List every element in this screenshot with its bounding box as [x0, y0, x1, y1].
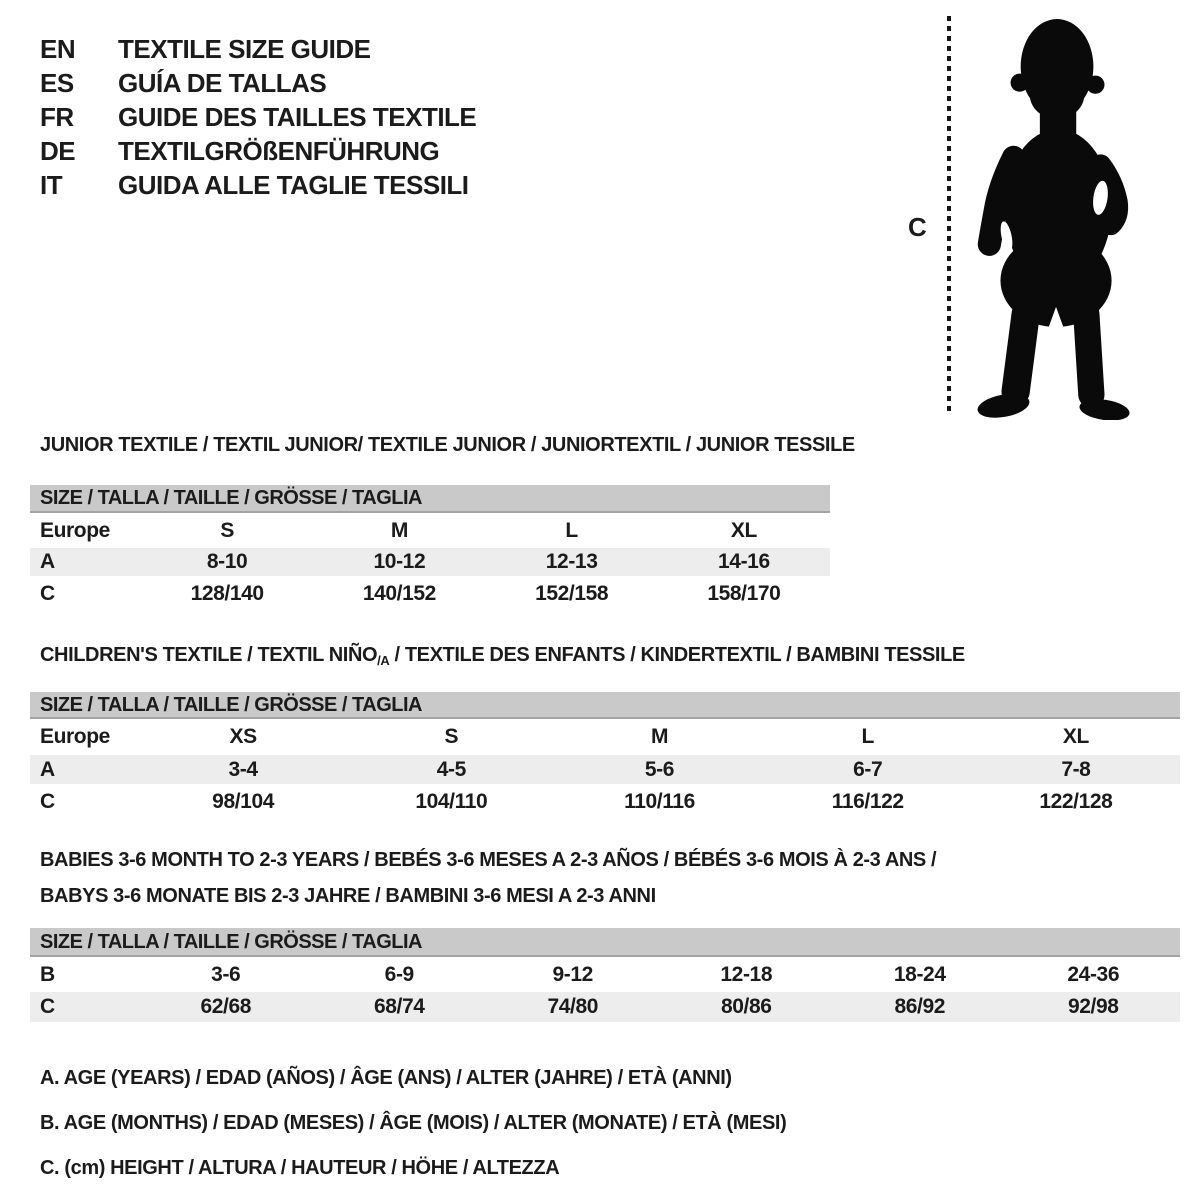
height-cell: 152/158: [535, 582, 609, 605]
legend-line-b: B. AGE (MONTHS) / EDAD (MESES) / ÂGE (MOIS) / ALTER (MONATE) / ETÀ (MESI): [40, 1112, 787, 1134]
months-cell: 6-9: [384, 962, 414, 986]
months-cell: 3-6: [211, 962, 241, 986]
size-cell: XL: [1062, 725, 1089, 748]
row-label: A: [40, 757, 55, 781]
junior-section-title: JUNIOR TEXTILE / TEXTIL JUNIOR/ TEXTILE JUNIOR / JUNIORTEXTIL / JUNIOR TESSILE: [40, 434, 855, 456]
size-header-bar: SIZE / TALLA / TAILLE / GRÖSSE / TAGLIA: [30, 928, 1180, 957]
height-cell: 116/122: [831, 790, 904, 813]
size-cell: XS: [229, 725, 257, 748]
table-row-europe: [30, 719, 1180, 755]
children-title-main: CHILDREN'S TEXTILE / TEXTIL NIÑO: [40, 644, 378, 666]
size-cell: S: [444, 725, 459, 748]
children-size-table: [30, 692, 1180, 820]
language-row-it: [40, 168, 476, 202]
babies-section-title-line2: BABYS 3-6 MONATE BIS 2-3 JAHRE / BAMBINI 3-6 MESI A 2-3 ANNI: [40, 885, 656, 907]
height-cell: 86/92: [894, 995, 946, 1018]
baby-silhouette-icon: [963, 16, 1145, 420]
row-label: C: [40, 582, 55, 605]
height-measure-label: C: [908, 212, 927, 242]
size-header-bar: SIZE / TALLA / TAILLE / GRÖSSE / TAGLIA: [30, 485, 830, 513]
height-cell: 110/116: [624, 790, 695, 813]
table-row-age: [30, 548, 830, 576]
language-code: IT: [40, 170, 63, 200]
months-cell: 24-36: [1067, 962, 1120, 986]
language-code: ES: [40, 68, 74, 98]
age-cell: 12-13: [545, 550, 598, 573]
row-label: C: [40, 790, 55, 813]
legend-line-c: C. (cm) HEIGHT / ALTURA / HAUTEUR / HÖHE / ALTEZZA: [40, 1157, 560, 1179]
table-row-europe: [30, 513, 830, 548]
height-cell: 98/104: [212, 790, 275, 813]
language-title: TEXTILE SIZE GUIDE: [118, 34, 371, 64]
height-cell: 74/80: [547, 995, 599, 1018]
language-row-fr: [40, 100, 476, 134]
age-cell: 4-5: [436, 757, 466, 781]
babies-size-table: [30, 928, 1180, 1022]
table-row-age: [30, 755, 1180, 784]
language-title: GUIDA ALLE TAGLIE TESSILI: [118, 170, 469, 200]
months-cell: 12-18: [720, 962, 773, 986]
language-title: TEXTILGRÖßENFÜHRUNG: [118, 136, 440, 166]
height-cell: 140/152: [362, 582, 436, 605]
height-cell: 104/110: [415, 790, 488, 813]
height-cell: 158/170: [707, 582, 781, 605]
size-cell: S: [220, 518, 234, 542]
height-cell: 122/128: [1039, 790, 1113, 813]
table-row-months: [30, 957, 1180, 992]
language-row-en: [40, 32, 476, 66]
row-label: A: [40, 550, 55, 573]
language-row-es: [40, 66, 476, 100]
months-cell: 18-24: [893, 962, 946, 986]
row-label: Europe: [40, 725, 110, 748]
age-cell: 10-12: [373, 550, 426, 573]
size-cell: M: [390, 518, 408, 542]
height-cell: 62/68: [200, 995, 252, 1018]
months-cell: 9-12: [552, 962, 593, 986]
children-section-title: [40, 644, 965, 668]
age-cell: 3-4: [228, 757, 258, 781]
size-cell: L: [565, 518, 578, 542]
table-row-height: [30, 784, 1180, 820]
age-cell: 8-10: [206, 550, 248, 573]
babies-section-title-line1: BABIES 3-6 MONTH TO 2-3 YEARS / BEBÉS 3-6 MESES A 2-3 AÑOS / BÉBÉS 3-6 MOIS À 2-3 ANS /: [40, 849, 937, 871]
language-title: GUÍA DE TALLAS: [118, 68, 327, 98]
size-cell: XL: [730, 518, 757, 542]
row-label: C: [40, 995, 55, 1018]
row-label: B: [40, 962, 55, 986]
row-label: Europe: [40, 518, 110, 542]
age-cell: 7-8: [1061, 757, 1091, 781]
language-title: GUIDE DES TAILLES TEXTILE: [118, 102, 477, 132]
age-cell: 14-16: [718, 550, 770, 573]
language-code: DE: [40, 136, 76, 166]
children-title-rest: / TEXTILE DES ENFANTS / KINDERTEXTIL / BAMBINI TESSILE: [389, 644, 965, 666]
legend-line-a: A. AGE (YEARS) / EDAD (AÑOS) / ÂGE (ANS) / ALTER (JAHRE) / ETÀ (ANNI): [40, 1067, 732, 1089]
table-row-height: [30, 992, 1180, 1022]
height-cell: 68/74: [373, 995, 425, 1018]
size-cell: M: [650, 725, 669, 748]
height-cell: 92/98: [1067, 995, 1119, 1018]
language-code: FR: [40, 102, 74, 132]
age-cell: 6-7: [853, 757, 883, 781]
language-code: EN: [40, 34, 76, 64]
size-header-bar: SIZE / TALLA / TAILLE / GRÖSSE / TAGLIA: [30, 692, 1180, 719]
height-measure-line: [947, 16, 951, 416]
age-cell: 5-6: [644, 757, 675, 781]
table-row-height: [30, 576, 830, 612]
height-cell: 128/140: [190, 582, 264, 605]
language-title-list: [40, 32, 476, 202]
height-cell: 80/86: [720, 995, 772, 1018]
measure-legend: [40, 1066, 786, 1200]
junior-size-table: [30, 485, 830, 612]
size-cell: L: [861, 725, 874, 748]
children-title-subscript: /A: [377, 653, 390, 668]
language-row-de: [40, 134, 476, 168]
